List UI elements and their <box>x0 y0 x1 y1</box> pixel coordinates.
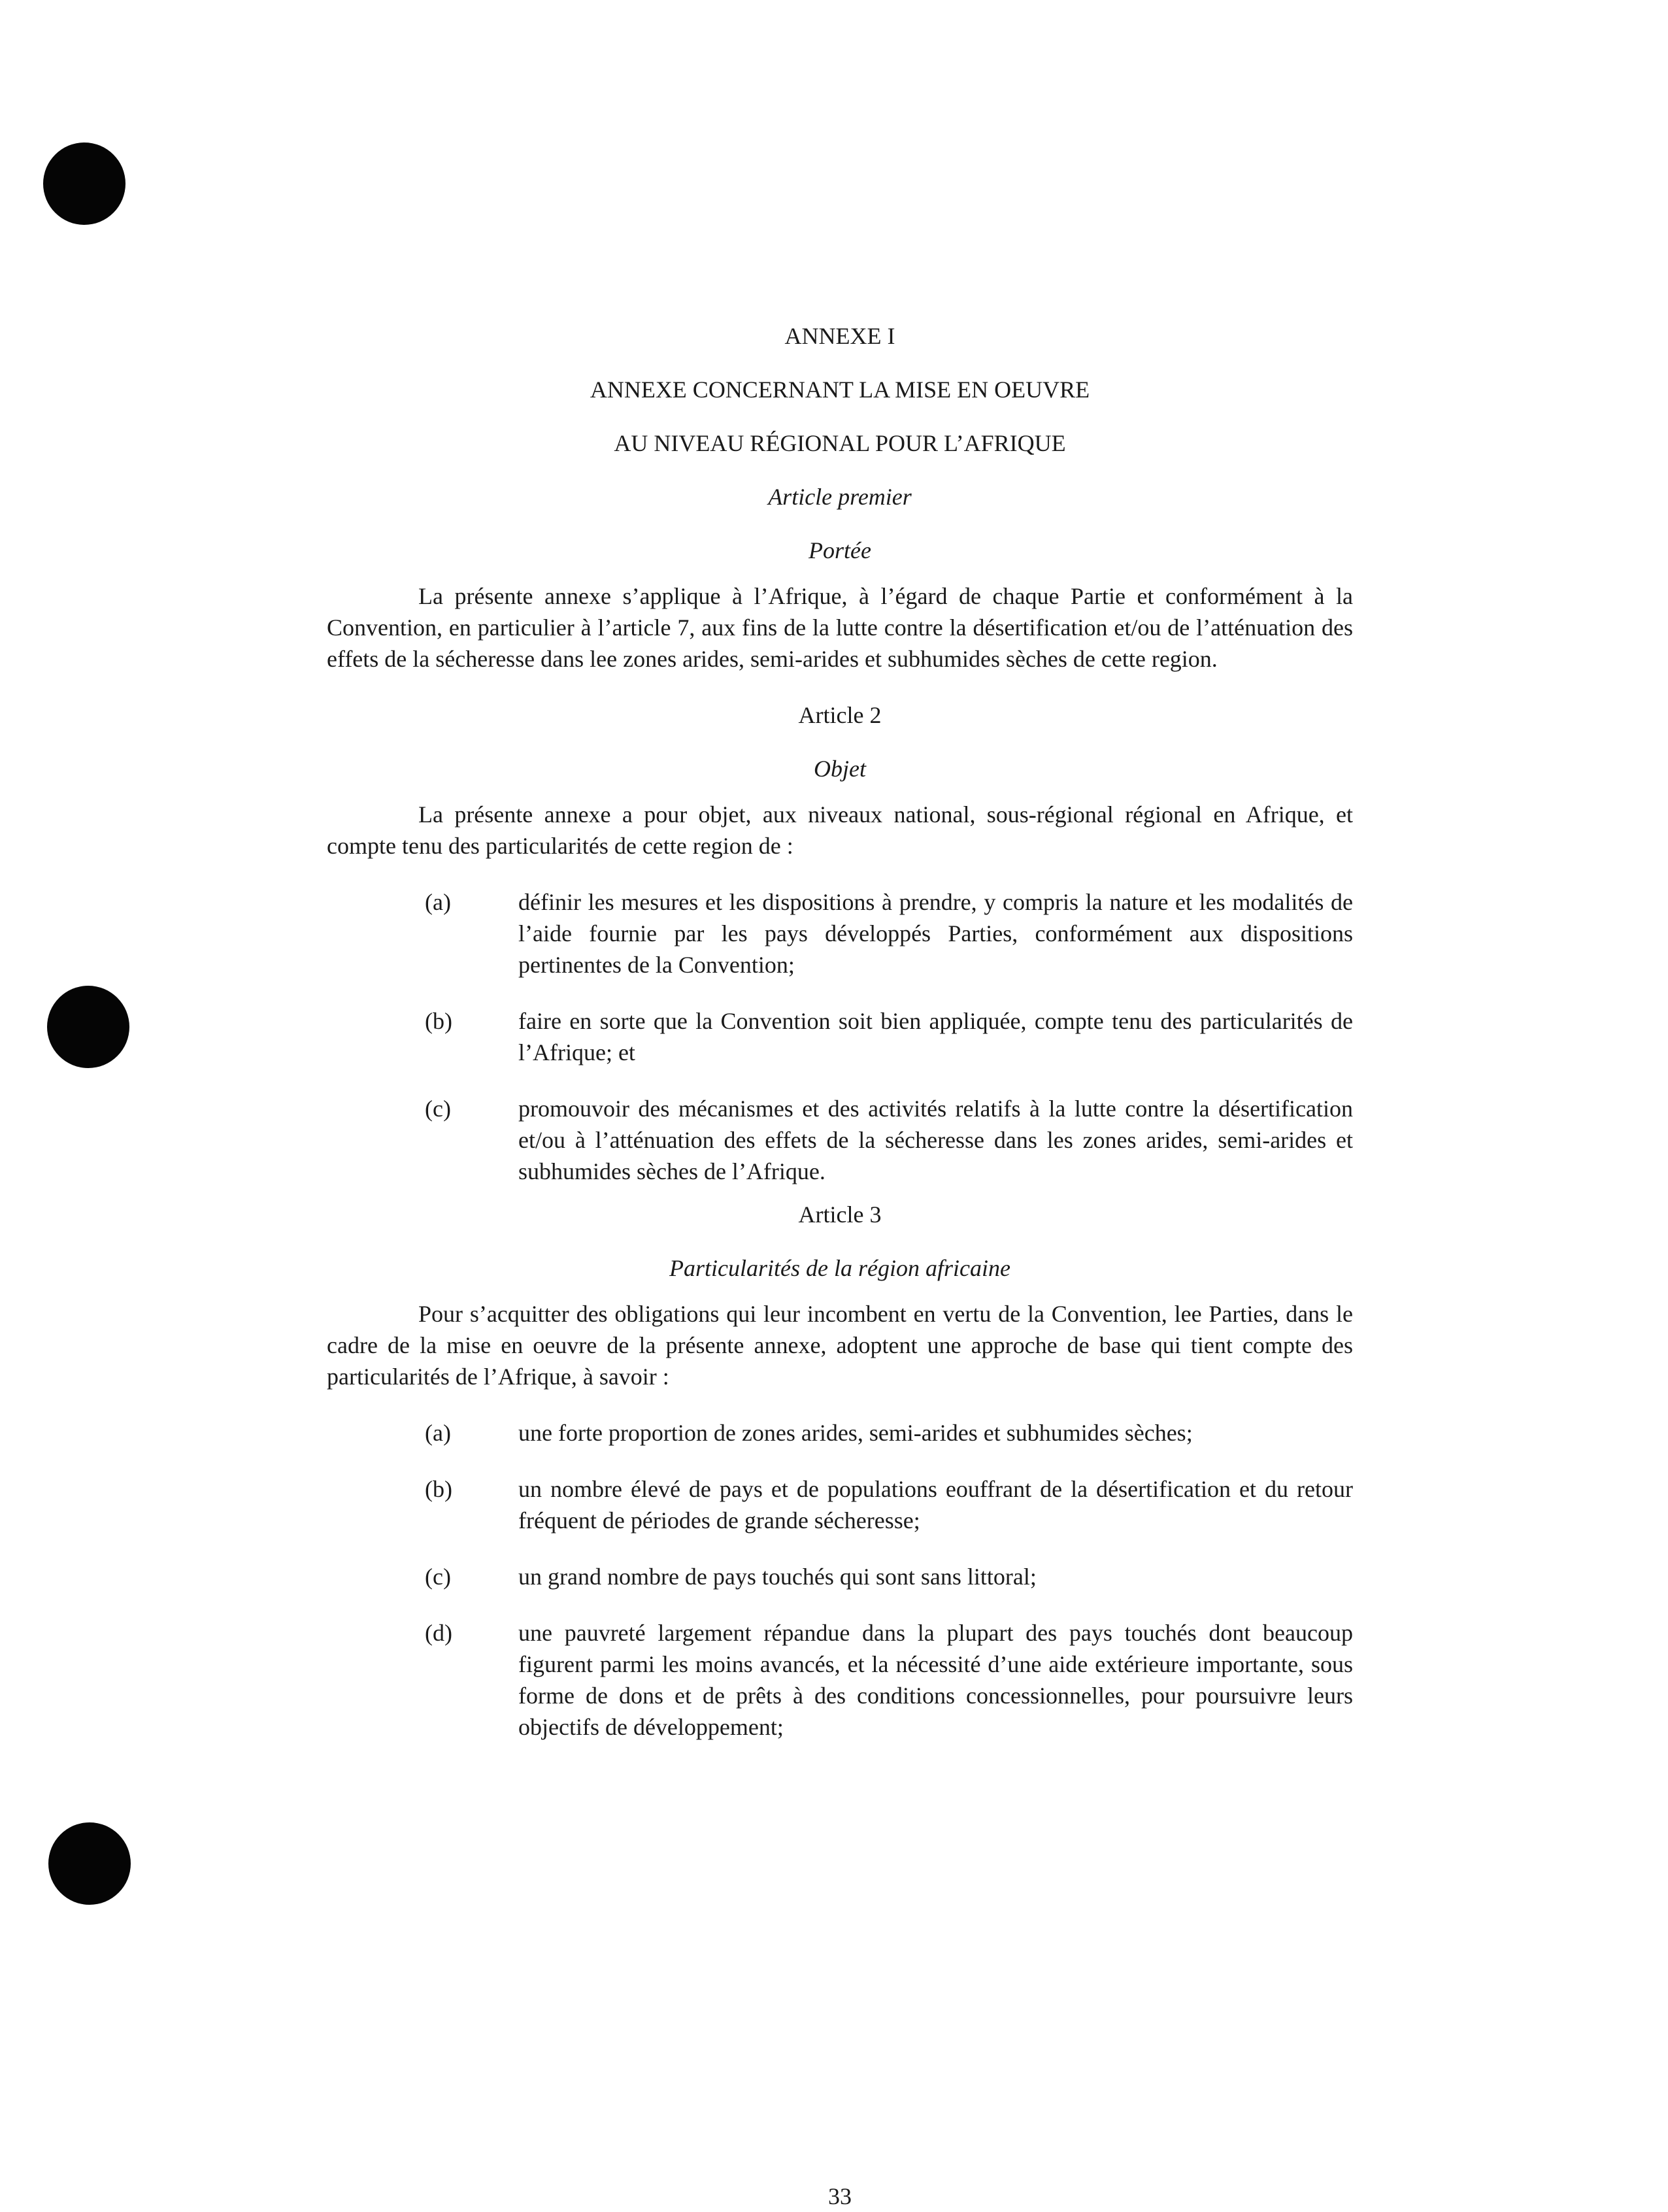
article-heading: Article 2 <box>798 702 882 728</box>
punch-hole <box>43 142 125 225</box>
article-item-list <box>327 886 1353 1187</box>
item-text: une pauvreté largement répandue dans la plupart des pays touchés dont beaucoup figurent parmi les moins avancés, et la nécessité d’une aide extérieure importante, sous forme de dons et de prêts à des conditions concessionnelles, pour poursuivre leurs objectifs de développement; <box>518 1620 1353 1740</box>
list-item <box>327 1093 1353 1187</box>
list-item <box>327 1561 1353 1592</box>
article-item-list <box>327 1417 1353 1743</box>
item-label: (a) <box>425 889 451 915</box>
item-label: (b) <box>425 1476 452 1502</box>
article-paragraph: Pour s’acquitter des obligations qui leur incombent en vertu de la Convention, lee Parties, dans le cadre de la mise en oeuvre de la présente annexe, adoptent une approche de base qui tient compte des particularités de l’Afrique, à savoir : <box>327 1301 1353 1390</box>
article-paragraph: La présente annexe s’applique à l’Afrique, à l’égard de chaque Partie et conformément à la Convention, en particulier à l’article 7, aux fins de la lutte contre la désertification et/ou de l’atténuation des effets de la sécheresse dans lee zones arides, semi-arides et subhumides sèches de cette region. <box>327 583 1353 672</box>
document-page <box>327 320 1353 2209</box>
article-3 <box>327 1199 1353 1743</box>
article-2 <box>327 699 1353 1187</box>
list-item <box>327 1417 1353 1449</box>
punch-hole <box>48 1822 131 1905</box>
item-label: (b) <box>425 1008 452 1034</box>
list-item <box>327 1005 1353 1068</box>
item-label: (c) <box>425 1564 451 1590</box>
annex-title-line2: AU NIVEAU RÉGIONAL POUR L’AFRIQUE <box>614 430 1066 456</box>
item-text: un nombre élevé de pays et de populations eouffrant de la désertification et du retour fréquent de périodes de grande sécheresse; <box>518 1476 1353 1533</box>
page-number: 33 <box>828 2183 852 2209</box>
item-text: promouvoir des mécanismes et des activités relatifs à la lutte contre la désertification et/ou à l’atténuation des effets de la sécheresse dans les zones arides, semi-arides et subhumides sèches de l’Afrique. <box>518 1096 1353 1184</box>
item-label: (d) <box>425 1620 452 1646</box>
annex-title-line1: ANNEXE CONCERNANT LA MISE EN OEUVRE <box>590 377 1090 403</box>
list-item <box>327 1473 1353 1536</box>
item-label: (a) <box>425 1420 451 1446</box>
article-title: Objet <box>814 756 866 782</box>
punch-hole <box>47 986 129 1068</box>
item-text: définir les mesures et les dispositions à prendre, y compris la nature et les modalités de l’aide fournie par les pays développés Parties, conformément aux dispositions pertinentes de la Convention; <box>518 889 1353 978</box>
item-text: faire en sorte que la Convention soit bien appliquée, compte tenu des particularités de l’Afrique; et <box>518 1008 1353 1065</box>
article-heading: Article 3 <box>798 1201 882 1228</box>
item-label: (c) <box>425 1096 451 1122</box>
article-heading: Article premier <box>768 484 912 510</box>
article-title: Particularités de la région africaine <box>669 1255 1010 1281</box>
list-item <box>327 1617 1353 1743</box>
item-text: un grand nombre de pays touchés qui sont sans littoral; <box>518 1564 1037 1590</box>
article-title: Portée <box>809 537 871 563</box>
article-1 <box>327 481 1353 675</box>
annex-number: ANNEXE I <box>784 323 895 349</box>
item-text: une forte proportion de zones arides, semi-arides et subhumides sèches; <box>518 1420 1193 1446</box>
article-paragraph: La présente annexe a pour objet, aux niveaux national, sous-régional régional en Afrique, et compte tenu des particularités de cette region de : <box>327 801 1353 859</box>
list-item <box>327 886 1353 980</box>
